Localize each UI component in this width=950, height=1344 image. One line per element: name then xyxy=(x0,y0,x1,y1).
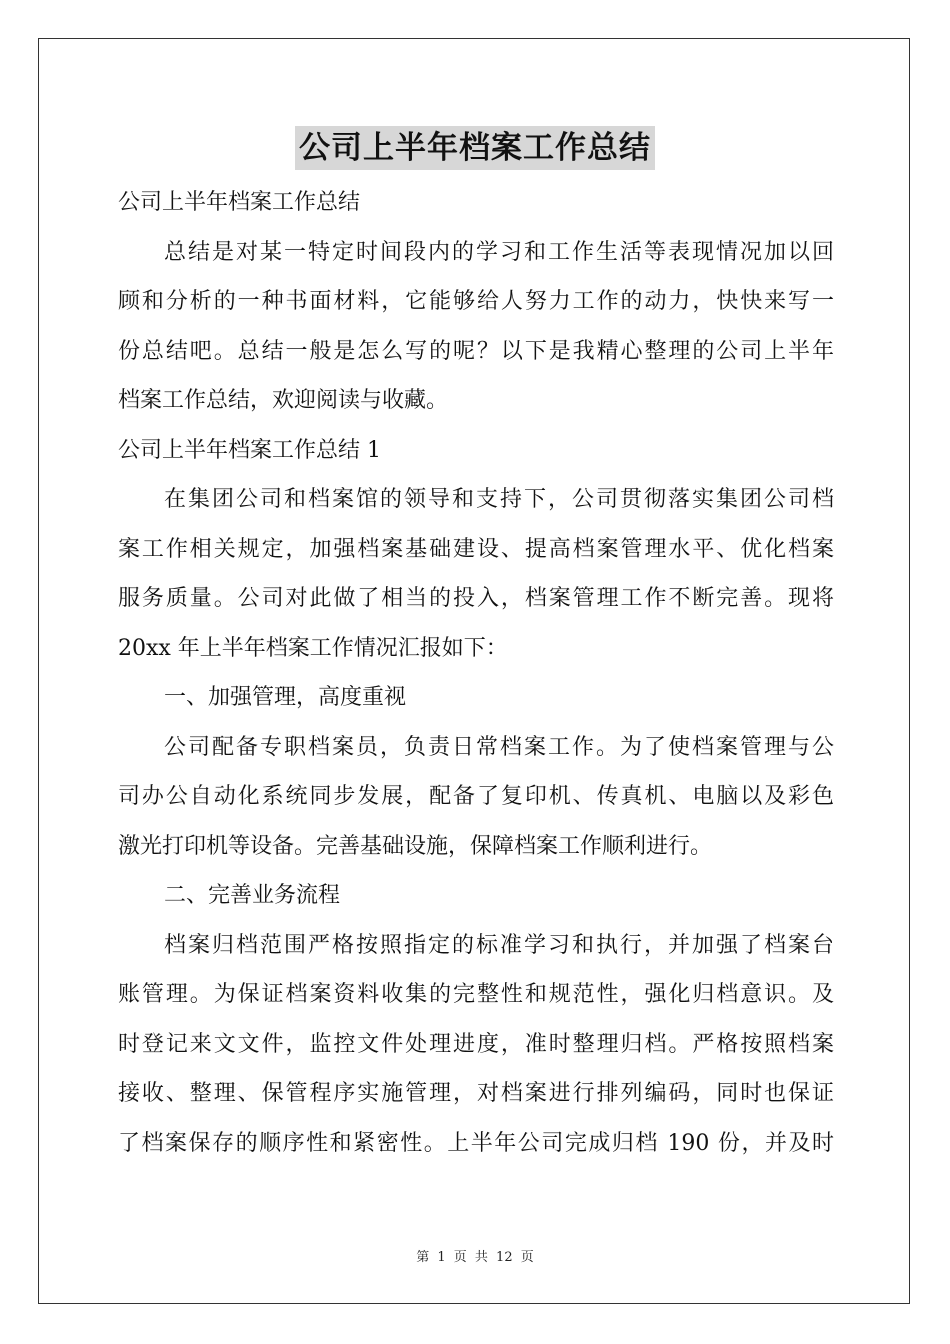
paragraph-line: 激光打印机等设备。完善基础设施，保障档案工作顺利进行。 xyxy=(118,833,713,859)
document-title xyxy=(0,126,950,170)
paragraph-line: 接收、整理、保管程序实施管理，对档案进行排列编码，同时也保证 xyxy=(118,1081,834,1106)
subtitle-line: 公司上半年档案工作总结 xyxy=(118,190,361,215)
paragraph-line: 总结是对某一特定时间段内的学习和工作生活等表现情况加以回 xyxy=(164,239,834,265)
paragraph-line: 账管理。为保证档案资料收集的完整性和规范性，强化归档意识。及 xyxy=(118,982,834,1007)
paragraph-line: 档案归档范围严格按照指定的标准学习和执行，并加强了档案台 xyxy=(164,932,834,958)
paragraph-line: 案工作相关规定，加强档案基础建设、提高档案管理水平、优化档案 xyxy=(118,536,834,562)
paragraph-line: 时登记来文文件，监控文件处理进度，准时整理归档。严格按照档案 xyxy=(118,1031,834,1057)
paragraph-line: 司办公自动化系统同步发展，配备了复印机、传真机、电脑以及彩色 xyxy=(118,784,834,809)
title-text: 公司上半年档案工作总结 xyxy=(295,126,655,170)
paragraph-line: 顾和分析的一种书面材料，它能够给人努力工作的动力，快快来写一 xyxy=(118,289,834,314)
paragraph-line: 20xx 年上半年档案工作情况汇报如下： xyxy=(118,635,508,661)
paragraph-line: 了档案保存的顺序性和紧密性。上半年公司完成归档 190 份，并及时 xyxy=(118,1130,834,1156)
paragraph-line: 在集团公司和档案馆的领导和支持下，公司贯彻落实集团公司档 xyxy=(164,487,834,512)
subsection-heading: 一、加强管理，高度重视 xyxy=(164,685,407,710)
paragraph-line: 公司配备专职档案员，负责日常档案工作。为了使档案管理与公 xyxy=(164,734,834,760)
paragraph-line: 份总结吧。总结一般是怎么写的呢？以下是我精心整理的公司上半年 xyxy=(118,338,834,364)
paragraph-line: 服务质量。公司对此做了相当的投入，档案管理工作不断完善。现将 xyxy=(118,586,834,611)
paragraph-line: 档案工作总结，欢迎阅读与收藏。 xyxy=(118,388,449,413)
document-body xyxy=(118,178,834,1168)
section-heading: 公司上半年档案工作总结 1 xyxy=(118,437,381,463)
page-number-footer: 第 1 页 共 12 页 xyxy=(416,1250,534,1265)
subsection-heading: 二、完善业务流程 xyxy=(164,883,341,908)
